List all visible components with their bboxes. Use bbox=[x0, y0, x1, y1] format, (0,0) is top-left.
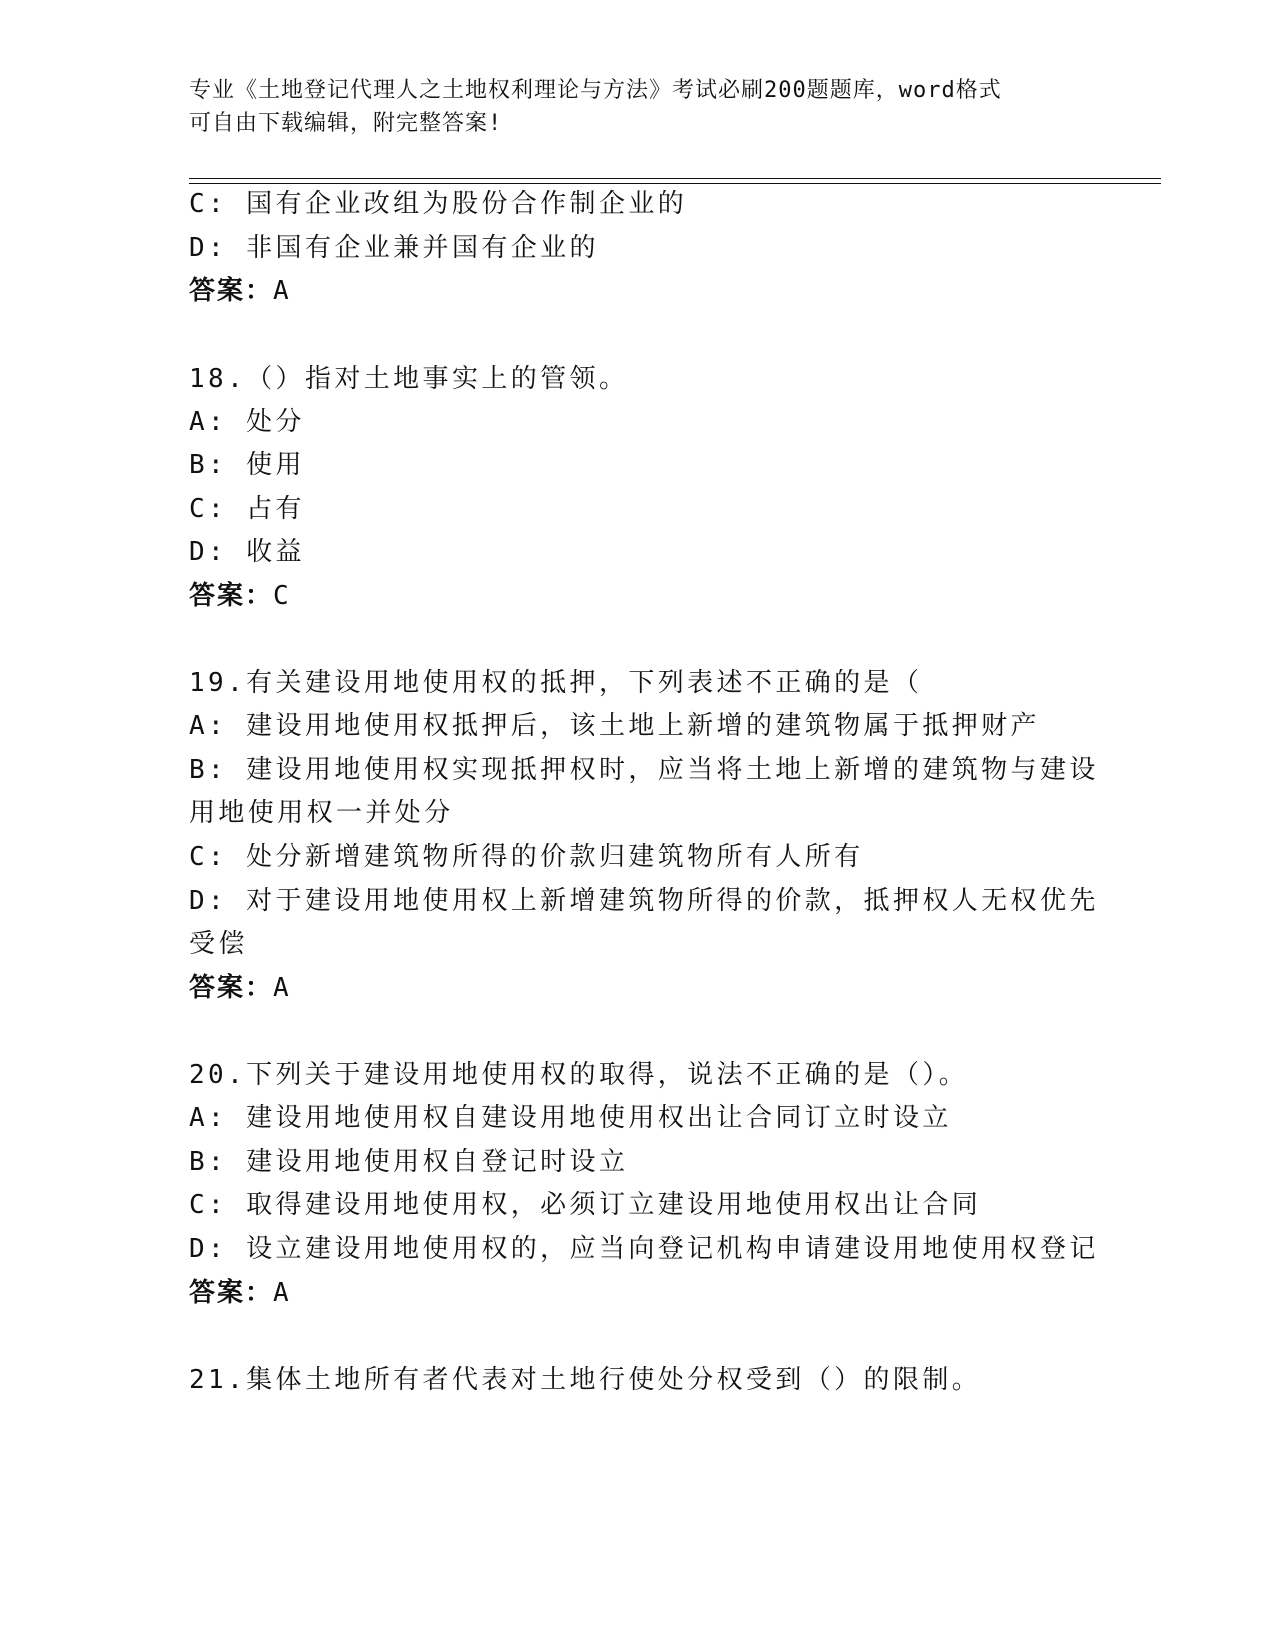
q20-option-c: C: 取得建设用地使用权，必须订立建设用地使用权出让合同 bbox=[189, 1190, 982, 1220]
answer-value: A bbox=[273, 1278, 291, 1308]
answer-label: 答案： bbox=[189, 973, 274, 1003]
header-line-1: 专业《土地登记代理人之土地权利理论与方法》考试必刷200题题库，word格式 bbox=[189, 78, 1002, 103]
q19-answer bbox=[189, 972, 291, 1004]
q17-option-c: C: 国有企业改组为股份合作制企业的 bbox=[189, 189, 688, 219]
q20-option-b: B: 建设用地使用权自登记时设立 bbox=[189, 1147, 629, 1177]
q19-stem: 19.有关建设用地使用权的抵押，下列表述不正确的是（ bbox=[189, 668, 923, 698]
answer-label: 答案： bbox=[189, 1278, 274, 1308]
answer-value: A bbox=[273, 276, 291, 306]
q20-answer bbox=[189, 1277, 291, 1309]
q18-option-b: B: 使用 bbox=[189, 450, 305, 480]
answer-value: A bbox=[273, 973, 291, 1003]
q19-option-d-line-2: 受偿 bbox=[189, 929, 248, 959]
q18-stem: 18.（）指对土地事实上的管领。 bbox=[189, 364, 629, 394]
q18-option-d: D: 收益 bbox=[189, 537, 305, 567]
header-line-2: 可自由下载编辑，附完整答案! bbox=[189, 111, 503, 136]
document-header bbox=[189, 74, 1089, 140]
q19-option-b-line-1: B: 建设用地使用权实现抵押权时，应当将土地上新增的建筑物与建设 bbox=[189, 755, 1099, 785]
header-divider-bottom bbox=[189, 183, 1161, 184]
q18-option-c: C: 占有 bbox=[189, 494, 305, 524]
q17-option-d: D: 非国有企业兼并国有企业的 bbox=[189, 233, 599, 263]
answer-value: C bbox=[273, 581, 291, 611]
q18-option-a: A: 处分 bbox=[189, 407, 305, 437]
q20-option-a: A: 建设用地使用权自建设用地使用权出让合同订立时设立 bbox=[189, 1103, 952, 1133]
q20-stem: 20.下列关于建设用地使用权的取得，说法不正确的是（）。 bbox=[189, 1060, 969, 1090]
answer-label: 答案： bbox=[189, 276, 274, 306]
q18-answer bbox=[189, 580, 291, 612]
answer-label: 答案： bbox=[189, 581, 274, 611]
q20-option-d: D: 设立建设用地使用权的，应当向登记机构申请建设用地使用权登记 bbox=[189, 1234, 1099, 1264]
q17-answer bbox=[189, 275, 291, 307]
q21-stem: 21.集体土地所有者代表对土地行使处分权受到（）的限制。 bbox=[189, 1365, 982, 1395]
q19-option-d-line-1: D: 对于建设用地使用权上新增建筑物所得的价款，抵押权人无权优先 bbox=[189, 886, 1099, 916]
q19-option-a: A: 建设用地使用权抵押后，该土地上新增的建筑物属于抵押财产 bbox=[189, 711, 1040, 741]
q19-option-c: C: 处分新增建筑物所得的价款归建筑物所有人所有 bbox=[189, 842, 864, 872]
q19-option-b-line-2: 用地使用权一并处分 bbox=[189, 798, 454, 828]
header-divider-top bbox=[189, 178, 1161, 179]
